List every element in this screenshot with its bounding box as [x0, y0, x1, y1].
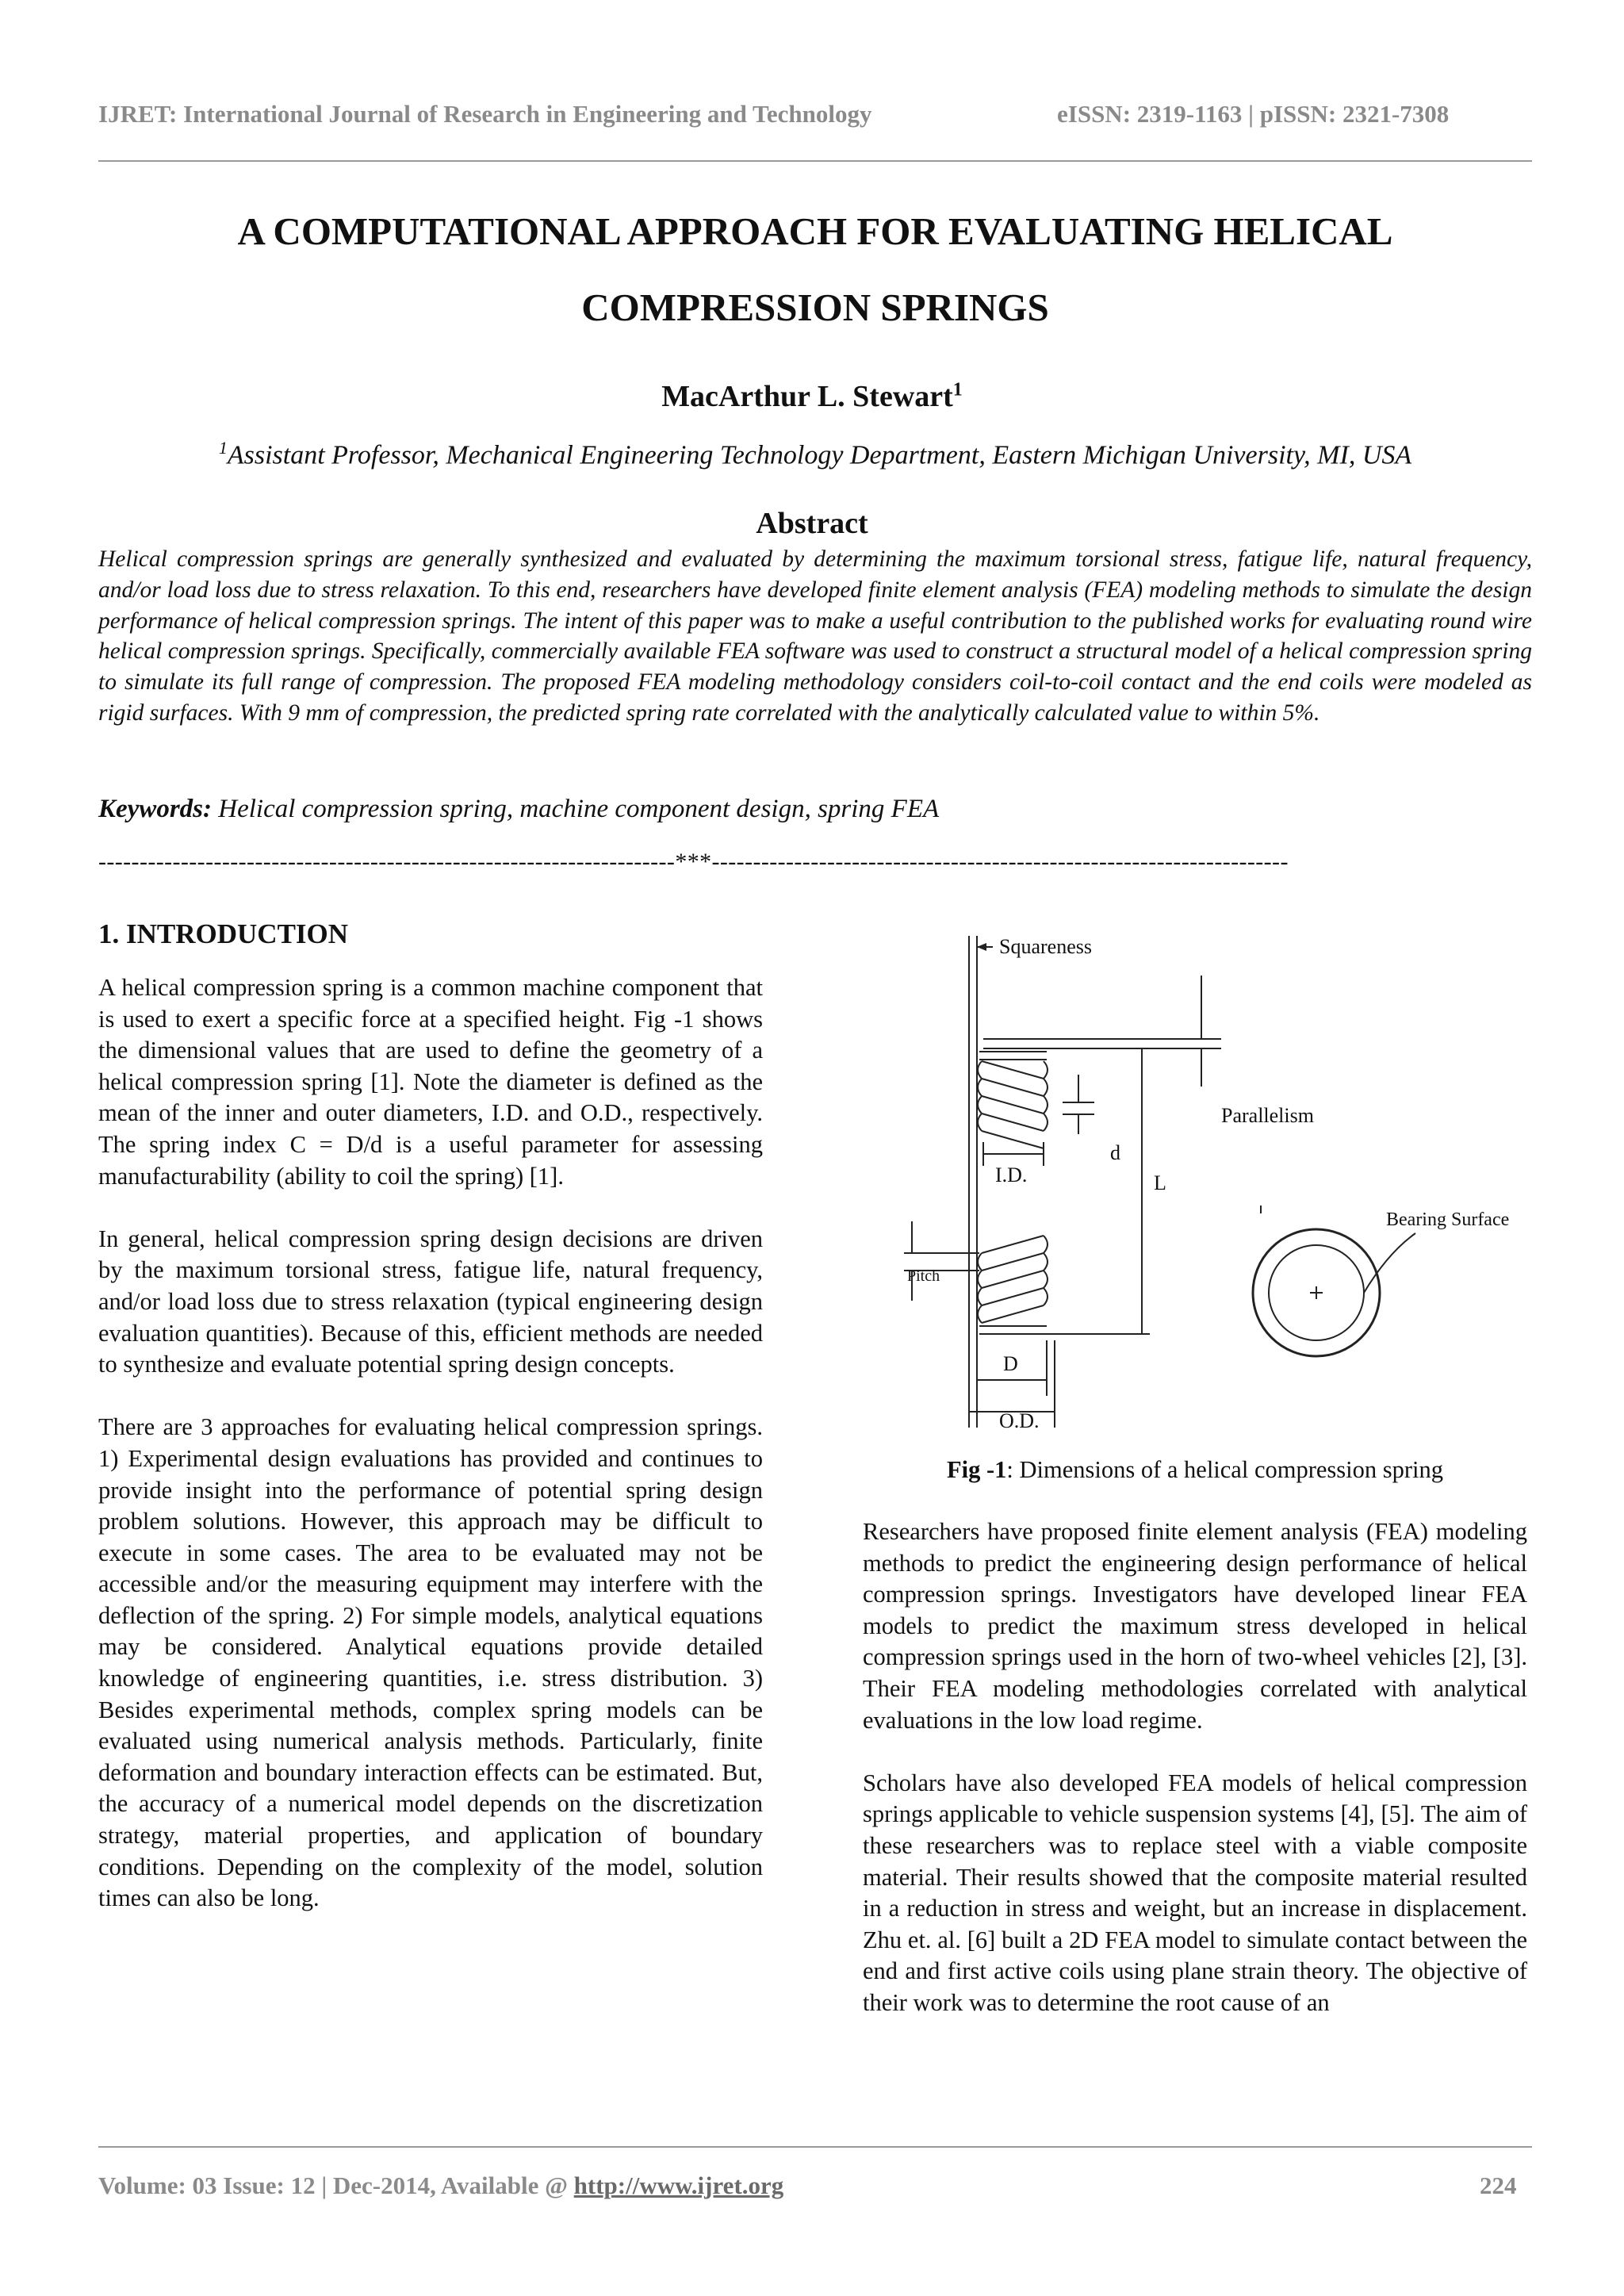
footer-volume-text: Volume: 03 Issue: 12 | Dec-2014, Available @: [98, 2171, 574, 2199]
figure-caption-label: Fig -1: [947, 1456, 1007, 1483]
issn-header: eISSN: 2319-1163 | pISSN: 2321-7308: [1057, 100, 1450, 128]
keywords-text: Helical compression spring, machine component design, spring FEA: [212, 795, 940, 823]
spring-top-coils: [978, 1052, 1048, 1148]
abstract-heading: Abstract: [756, 507, 868, 540]
label-id: I.D.: [995, 1163, 1028, 1186]
journal-header: IJRET: International Journal of Research in Engineering and Technology: [98, 100, 872, 128]
header-rule: [98, 160, 1532, 162]
paragraph: In general, helical compression spring design decisions are driven by the maximum torsional stress, fatigue life, natural frequency, and/or load loss due to stress relaxation (typical engineering design evaluation quantities). Because of this, efficient methods are needed to synthesize and evaluate potential spring design concepts.: [98, 1225, 763, 1378]
keywords: [98, 795, 939, 824]
paragraph: Scholars have also developed FEA models of helical compression springs applicable to vehicle suspension systems [4], [5]. The aim of these researchers was to replace steel with a viable composite material. Their results showed that the composite material resulted in a reduction in stress and weight, but an increase in displacement. Zhu et. al. [6] built a 2D FEA model to simulate contact between the end and first active coils using plane strain theory. The objective of their work was to determine the root cause of an: [863, 1769, 1527, 2016]
label-pitch: Pitch: [907, 1267, 940, 1285]
spring-dimension-figure: [888, 920, 1510, 1435]
label-od: O.D.: [999, 1409, 1040, 1432]
spring-bottom-coils: [978, 1236, 1048, 1334]
paper-title: [98, 194, 1532, 346]
author-sup: 1: [952, 379, 963, 401]
section-separator: ----------------------------------------------------------------------***----------------------------------------------------------------------: [98, 849, 1289, 875]
title-line-2: COMPRESSION SPRINGS: [581, 286, 1049, 329]
label-parallelism: Parallelism: [1221, 1104, 1314, 1127]
paragraph: Researchers have proposed finite element analysis (FEA) modeling methods to predict the engineering design performance of helical compression springs. Investigators have developed linear FEA models to predict the maximum stress developed in helical compression springs used in the horn of two-wheel vehicles [2], [3]. Their FEA modeling methodologies correlated with analytical evaluations in the low load regime.: [863, 1518, 1527, 1734]
title-line-1: A COMPUTATIONAL APPROACH FOR EVALUATING HELICAL: [237, 209, 1393, 253]
figure-caption: [863, 1456, 1527, 1484]
figure-caption-text: : Dimensions of a helical compression spring: [1006, 1456, 1443, 1483]
footer-volume: [98, 2171, 783, 2200]
left-column: [98, 972, 763, 1945]
label-L: L: [1154, 1171, 1166, 1194]
abstract-text: Helical compression springs are generally synthesized and evaluated by determining the maximum torsional stress, fatigue life, natural frequency, and/or load loss due to stress relaxation. To this end, researchers have developed finite element analysis (FEA) modeling methods to simulate the design performance of helical compression springs. The intent of this paper was to make a useful contribution to the published works for evaluating round wire helical compression springs. Specifically, commercially available FEA software was used to construct a structural model of a helical compression spring to simulate its full range of compression. The proposed FEA modeling methodology considers coil-to-coil contact and the end coils were modeled as rigid surfaces. With 9 mm of compression, the predicted spring rate correlated with the analytically calculated value to within 5%.: [98, 546, 1532, 726]
keywords-label: Keywords:: [98, 795, 212, 823]
section-heading-introduction: 1. INTRODUCTION: [98, 918, 349, 949]
author: [0, 379, 1624, 414]
footer-rule: [98, 2146, 1532, 2148]
affiliation-text: Assistant Professor, Mechanical Engineering Technology Department, Eastern Michigan University, MI, USA: [227, 440, 1412, 470]
right-column: [863, 1516, 1527, 2050]
page-number: 224: [1480, 2171, 1517, 2199]
label-squareness: Squareness: [999, 935, 1092, 958]
affiliation-sup: 1: [218, 438, 228, 458]
author-name: MacArthur L. Stewart: [661, 380, 953, 413]
paragraph: There are 3 approaches for evaluating helical compression springs. 1) Experimental design evaluations has provided and continues to provide insight into the performance of potential spring design problem solutions. However, this approach may be difficult to execute in some cases. The area to be evaluated may not be accessible and/or the measuring equipment may interfere with the deflection of the spring. 2) For simple models, analytical equations may be considered. Analytical equations provide detailed knowledge of engineering quantities, i.e. stress distribution. 3) Besides experimental methods, complex spring models can be evaluated using numerical analysis methods. Particularly, finite deformation and boundary interaction effects can be estimated. But, the accuracy of a numerical model depends on the discretization strategy, material properties, and application of boundary conditions. Depending on the complexity of the model, solution times can also be long.: [98, 1413, 763, 1912]
label-D: D: [1003, 1352, 1018, 1375]
paragraph: A helical compression spring is a common machine component that is used to exert a specific force at a specified height. Fig -1 shows the dimensional values that are used to define the geometry of a helical compression spring [1]. Note the diameter is defined as the mean of the inner and outer diameters, I.D. and O.D., respectively. The spring index C = D/d is a useful parameter for assessing manufacturability (ability to coil the spring) [1].: [98, 974, 763, 1190]
affiliation: [98, 438, 1532, 470]
label-bearing: Bearing Surface: [1386, 1209, 1510, 1230]
footer-url-link[interactable]: http://www.ijret.org: [573, 2171, 784, 2199]
label-d: d: [1110, 1141, 1120, 1164]
